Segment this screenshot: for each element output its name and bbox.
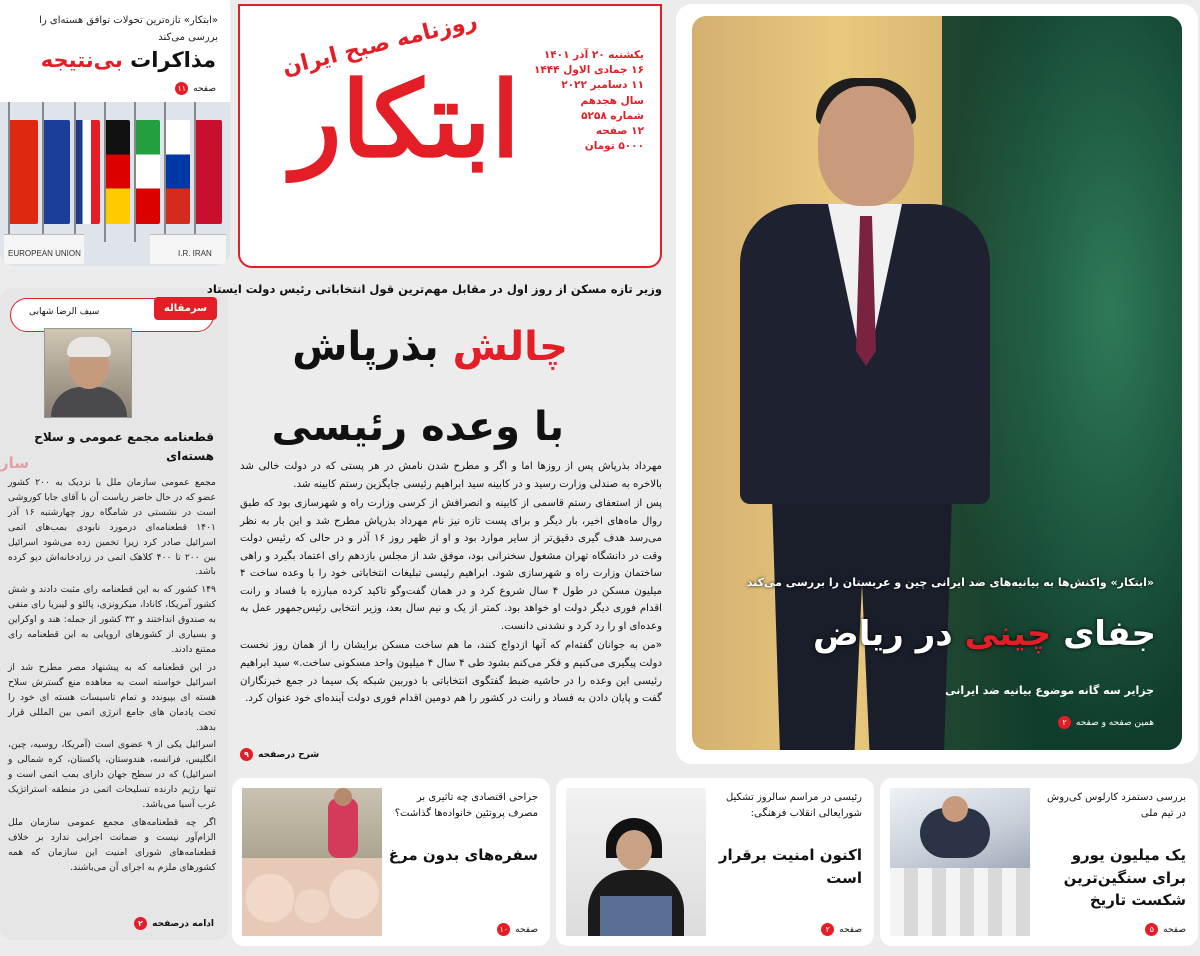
- editorial-header: [10, 298, 214, 332]
- card-title: یک میلیون یورو برای سنگین‌ترین شکست تاریخ: [1063, 846, 1186, 909]
- top-left-headline-black: مذاکرات: [122, 48, 216, 72]
- editorial-paragraph: ۱۴۹ کشور که به این قطعنامه رای مثبت دادند و شش کشور آمریکا، کانادا، میکرونزی، پالئو و لیبریا رای منفی به صندوق انداختند و ۳۲ کشور از جمله: هند و اوکراین و بسیاری از کشورهای اروپایی به این قطعنامه رای ممتنع دادند.: [8, 584, 216, 655]
- main-headline-red: چالش: [438, 324, 568, 370]
- nameplate-iran: I.R. IRAN: [150, 234, 226, 264]
- masthead: [238, 4, 662, 268]
- flag-russia: [164, 120, 190, 224]
- main-body: [240, 458, 662, 710]
- issue-date-hijri: ۱۶ جمادی الاول ۱۴۴۴: [533, 64, 644, 77]
- page-number-badge: ۱۰: [497, 923, 510, 936]
- page-label: صفحه: [193, 84, 216, 94]
- card-title: سفره‌های بدون مرغ: [388, 846, 538, 864]
- flag-eu: [42, 120, 70, 224]
- editorial-author: سیف الرضا شهابی: [29, 307, 100, 317]
- editorial-paragraph: در این قطعنامه که به پیشنهاد مصر مطرح شد از اسرائیل خواسته است به معاهده منع گسترش سلاح هسته ای بپیوندد و تمام تاسیسات هسته ای خود را تحت پادمان های جامع انرژی اتمی بین المللی قرار بدهد.: [8, 661, 216, 733]
- card-page-ref: صفحه ۵: [1145, 923, 1186, 936]
- top-left-page-ref: [175, 82, 216, 95]
- issue-pages: ۱۲ صفحه: [595, 125, 644, 138]
- author-photo: [44, 328, 132, 418]
- issue-date-gregorian: ۱۱ دسامبر ۲۰۲۲: [561, 79, 644, 92]
- top-left-headline-red: بی‌نتیجه: [40, 48, 123, 72]
- card-photo-podium: [566, 788, 706, 936]
- card-kicker: بررسی دستمزد کارلوس کی‌روش در تیم ملی: [1047, 792, 1186, 819]
- top-left-story[interactable]: [0, 0, 230, 266]
- top-left-kicker: «ابتکار» تازه‌ترین تحولات توافق هسته‌ای را بررسی می‌کند: [39, 15, 218, 43]
- photo-kicker: «ابتکار» واکنش‌ها به بیانیه‌های ضد ایرانی چین و عربستان را بررسی می‌کند: [746, 576, 1154, 589]
- photo-headline: جفای چینی در ریاض: [813, 614, 1156, 654]
- top-left-headline: [41, 48, 216, 72]
- editorial-column[interactable]: [0, 288, 228, 940]
- main-paragraph: پس از استعفای رستم قاسمی از کابینه و انصرافش از کرسی وزارت راه و شهرسازی بود که طبق روال ماه‌های اخیر، بار دیگر و برای پست تازه نیز نام مهرداد بذرپاش مطرح شد و این بار به نظر می‌رسد هدف گیری دقیق‌تر از سایر موارد بود و او از ظهر روز ۱۶ آذر و در حالی که رئیس دولت وقت در دانشگاه تهران مشغول سخنرانی بود، موفق شد از مجلس بازدهم رای اعتماد بگیرد و راهی ساختمان وزارت راه و شهرسازی شود. ابراهیم رئیسی تبلیغات انتخاباتی خود را با وعده ساخت ۴ میلیون مسکن در طول ۴ سال شروع کرد و در همان گفت‌وگو تاکید کرده مبارزه با فساد و رانت اقدام فوری دیگر دولت او خواهد بود. کمتر از یک و نیم سال بعد، وزیر انتخابی رئیس‌جمهور عمل به وعده‌ای او را رد کرد و نشدنی دانست.: [240, 498, 662, 632]
- issue-year: سال هجدهم: [580, 94, 644, 107]
- photo-page-ref[interactable]: همین صفحه و صفحه ۲: [1058, 716, 1154, 729]
- main-story[interactable]: [206, 272, 680, 772]
- flag-france: [74, 120, 100, 224]
- editorial-continue-link[interactable]: ادامه درصفحه ۲: [134, 917, 214, 930]
- card-title: اکنون امنیت برقرار است: [718, 846, 862, 887]
- photo-story[interactable]: [676, 4, 1198, 764]
- editorial-title: قطعنامه مجمع عمومی و سلاح هسته‌ای: [34, 430, 214, 464]
- newspaper-logo[interactable]: [260, 8, 520, 256]
- main-continue-link[interactable]: شرح درصفحه ۹: [240, 748, 319, 761]
- editorial-paragraph: اگر چه قطعنامه‌های مجمع عمومی سازمان ملل الزام‌آور نیست و ضمانت اجرایی ندارد بر خلاف قطعنامه‌های شورای امنیت این سازمان که همه کشورهای ملزم به اجرای آن می‌باشند.: [8, 816, 216, 873]
- main-headline-black: بذرپاش: [292, 324, 439, 370]
- card-page-ref: صفحه ۲: [821, 923, 862, 936]
- logo-word: ابتکار: [291, 58, 520, 181]
- card-football[interactable]: [880, 778, 1198, 946]
- page-number-badge: ۹: [240, 748, 253, 761]
- issue-info: [514, 48, 644, 155]
- card-economy[interactable]: [232, 778, 550, 946]
- editorial-watermark: سار: [0, 454, 30, 472]
- flag-iran: [134, 120, 160, 224]
- page-number-badge: ۲: [821, 923, 834, 936]
- page-number-badge: ۱۱: [175, 82, 188, 95]
- card-photo-football: [890, 788, 1030, 936]
- editorial-body: [8, 476, 216, 879]
- page-number-badge: ۲: [134, 917, 147, 930]
- card-kicker: رئیسی در مراسم سالروز تشکیل شورایعالی انقلاب فرهنگی:: [725, 792, 862, 819]
- editorial-tag: سرمقاله: [154, 297, 217, 320]
- main-headline-line1: [292, 324, 568, 370]
- page-number-badge: ۲: [1058, 716, 1071, 729]
- issue-price: ۵۰۰۰ تومان: [584, 140, 644, 153]
- issue-number: شماره ۵۲۵۸: [581, 109, 644, 122]
- card-photo-shop: [242, 788, 382, 936]
- card-page-ref: صفحه ۱۰: [497, 923, 538, 936]
- photo-subtitle: جزایر سه گانه موضوع بیانیه ضد ایرانی: [945, 684, 1154, 697]
- flag-china: [8, 120, 38, 224]
- issue-date-persian: یکشنبه ۲۰ آذر ۱۴۰۱: [543, 49, 644, 61]
- editorial-paragraph: مجمع عمومی سازمان ملل با نزدیک به ۲۰۰ کشور عضو که در حال حاضر ریاست آن با آقای جابا کوروشی است در نشستی در شامگاه روز چهارشنبه ۱۶ آذر ۱۴۰۱ قطعنامه‌ای درمورد نابودی بمب‌های اتمی اسرائیل صادر کرد زیرا تخمین زده می‌شود اسرائیل بین ۲۰۰ تا ۴۰۰ کلاهک اتمی در زرادخانه‌اش دپو کرده باشد.: [8, 477, 217, 578]
- page-number-badge: ۵: [1145, 923, 1158, 936]
- main-paragraph: «من به جوانان گفته‌ام که آنها ازدواج کنند، ما هم ساخت مسکن برایشان را از همان روز نخست دولت پیگیری می‌کنیم و فکر می‌کنم بشود طی ۴ سال ۴ میلیون واحد مسکونی ساخت.» سید ابراهیم رئیسی این وعده را در حاشیه ضبط گفتگوی انتخاباتی با دوربین شبکه یک سیما در جمع خبرنگاران گفت و پایان دادن به فساد و رانت در کشور را هم دومین اقدام فوری دولت آینده‌ای خود عنوان کرد.: [240, 640, 662, 705]
- flag-germany: [104, 120, 130, 224]
- lead-photo: [692, 16, 1182, 750]
- main-headline-line2: با وعده رئیسی: [271, 404, 564, 450]
- main-kicker: وزیر تازه مسکن از روز اول در مقابل مهم‌ترین قول انتخاباتی رئیس دولت ایستاد: [206, 282, 662, 296]
- nameplate-eu: EUROPEAN UNION: [4, 234, 84, 264]
- card-kicker: جراحی اقتصادی چه تاثیری بر مصرف پروتئین خانواده‌ها گذاشت؟: [394, 792, 538, 819]
- flag-uk: [194, 120, 222, 224]
- main-paragraph: مهرداد بذرپاش پس از روزها اما و اگر و مطرح شدن نامش در هر پستی که در دولت خالی شد بالاخره به صندلی وزارت رسید و در کابینه سید ابراهیم رئیسی جایگزین رستم کابینه شد.: [240, 461, 662, 490]
- logo-tagline: روزنامه صبح ایران: [280, 8, 481, 81]
- card-president[interactable]: [556, 778, 874, 946]
- flags-photo: [0, 102, 230, 266]
- editorial-paragraph: اسرائیل یکی از ۹ عضوی است (آمریکا، روسیه، چین، انگلیس، فرانسه، هندوستان، پاکستان، کره شمالی و اسرائیل) که در سطح جهان دارای بمب اتمی است و تنها رژیم دارنده تسلیحات اتمی در منطقه استراتژیک غرب آسیا می‌باشد.: [8, 739, 216, 811]
